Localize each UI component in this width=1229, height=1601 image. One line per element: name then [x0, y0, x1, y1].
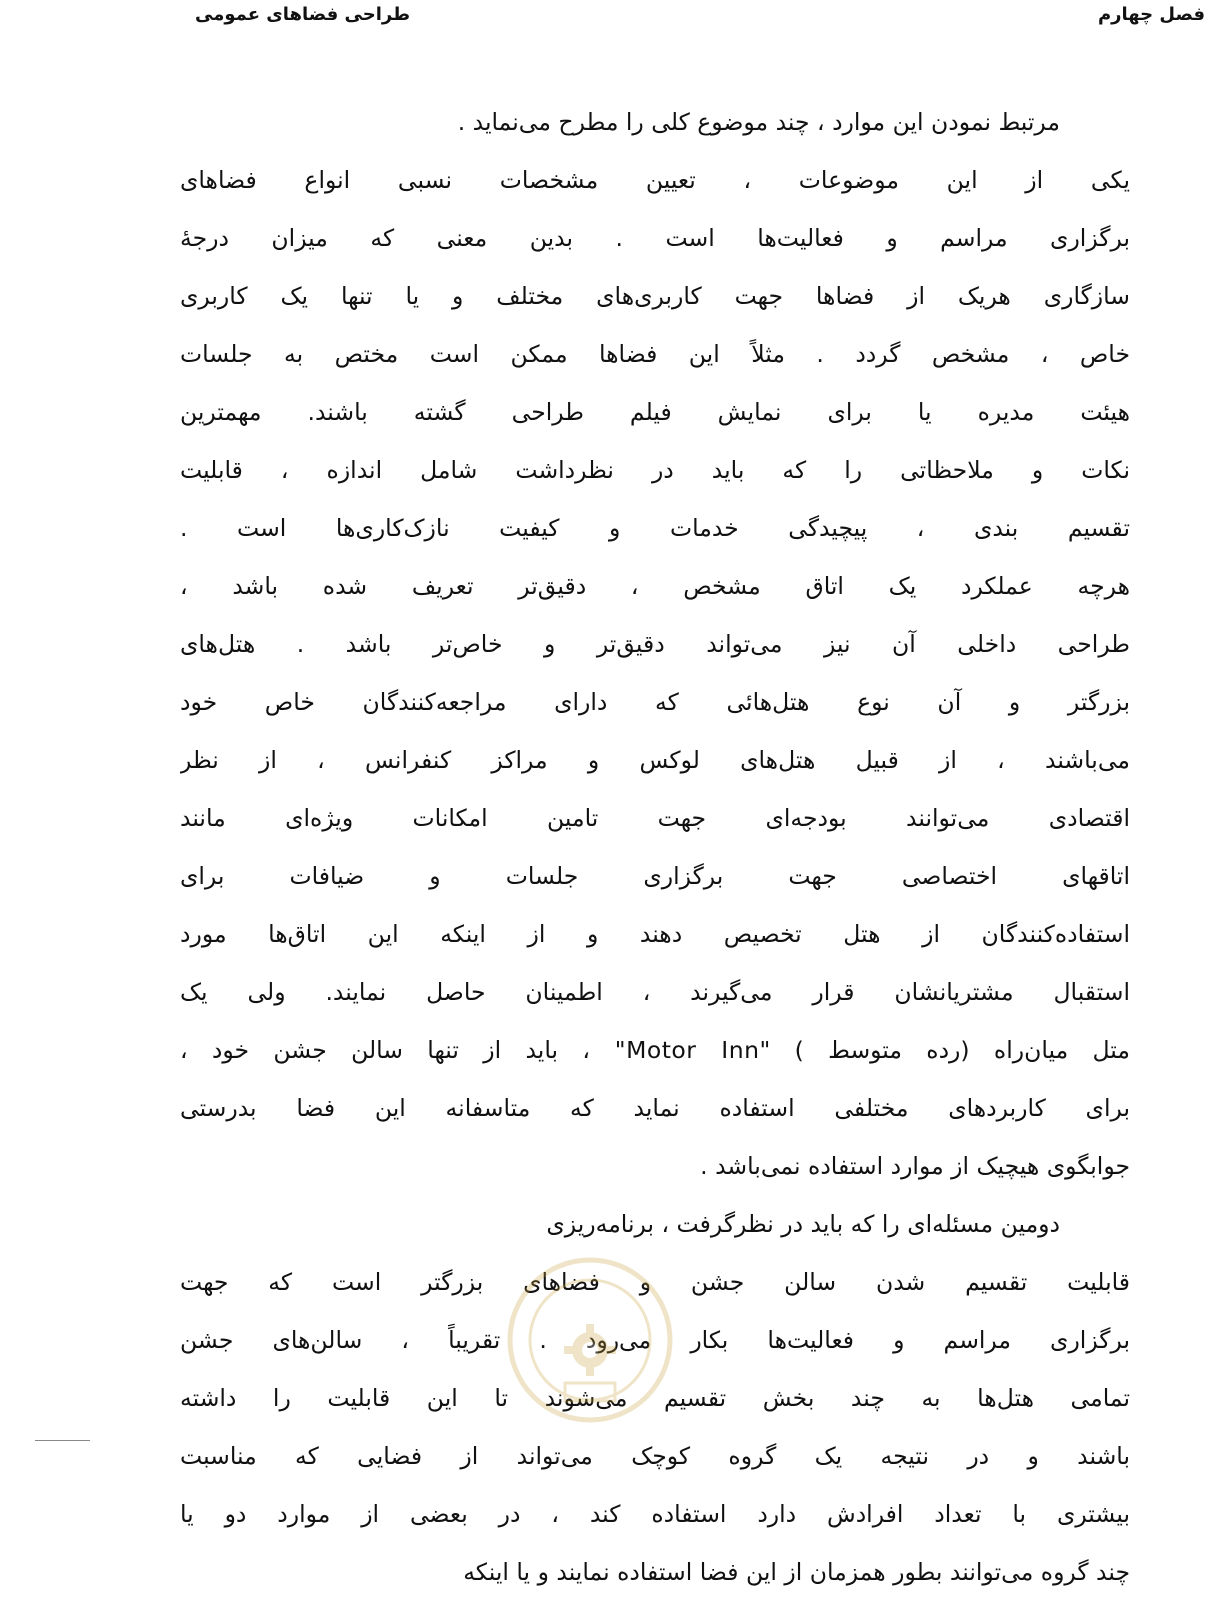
book-title-label: طراحی فضاهای عمومی: [195, 4, 411, 25]
text-line: تمامی هتل‌ها به چند بخش تقسیم می‌شوند تا این قابلیت را داشته: [180, 1384, 1130, 1412]
text-line: متل میان‌راه (رده متوسط ) "Motor Inn" ، باید از تنها سالن جشن خود ،: [180, 1036, 1130, 1064]
text-line: دومین مسئله‌ای را که باید در نظرگرفت ، برنامه‌ریزی: [546, 1210, 1060, 1238]
text-line: هرچه عملکرد یک اتاق مشخص ، دقیق‌تر تعریف شده باشد ،: [180, 572, 1130, 600]
text-line: باشند و در نتیجه یک گروه کوچک می‌تواند از فضایی که مناسبت: [180, 1442, 1130, 1470]
page-header: [0, 4, 1229, 34]
text-line: هیئت مدیره یا برای نمایش فیلم طراحی گشته باشند. مهمترین: [180, 398, 1130, 426]
text-line: استقبال مشتریانشان قرار می‌گیرند ، اطمینان حاصل نمایند. ولی یک: [180, 978, 1130, 1006]
text-line: اقتصادی می‌توانند بودجه‌ای جهت تامین امکانات ویژه‌ای مانند: [180, 804, 1130, 832]
text-line: خاص ، مشخص گردد . مثلاً این فضاها ممکن است مختص به جلسات: [180, 340, 1130, 368]
publisher-watermark-seal: [505, 1255, 675, 1425]
chapter-label: فصل چهارم: [1097, 4, 1205, 25]
text-line: چند گروه می‌توانند بطور همزمان از این فضا استفاده نمایند و یا اینکه: [463, 1558, 1130, 1586]
text-line: بزرگتر و آن نوع هتل‌هائی که دارای مراجعه‌کنندگان خاص خود: [180, 688, 1130, 716]
text-line: بیشتری با تعداد افرادش دارد استفاده کند ، در بعضی از موارد دو یا: [180, 1500, 1130, 1528]
text-line: برای کاربردهای مختلفی استفاده نماید که متاسفانه این فضا بدرستی: [180, 1094, 1130, 1122]
text-line: استفاده‌کنندگان از هتل تخصیص دهند و از اینکه این اتاق‌ها مورد: [180, 920, 1130, 948]
text-line: طراحی داخلی آن نیز می‌تواند دقیق‌تر و خاص‌تر باشد . هتل‌های: [180, 630, 1130, 658]
paragraph-1: [180, 93, 1130, 1195]
text-line: اتاقهای اختصاصی جهت برگزاری جلسات و ضیافات برای: [180, 862, 1130, 890]
text-line: یکی از این موضوعات ، تعیین مشخصات نسبی انواع فضاهای: [180, 166, 1130, 194]
text-line: سازگاری هریک از فضاها جهت کاربری‌های مختلف و یا تنها یک کاربری: [180, 282, 1130, 310]
text-line: تقسیم بندی ، پیچیدگی خدمات و کیفیت نازک‌کاری‌ها است .: [180, 514, 1130, 542]
text-line: می‌باشند ، از قبیل هتل‌های لوکس و مراکز کنفرانس ، از نظر: [180, 746, 1130, 774]
text-line: جوابگوی هیچیک از موارد استفاده نمی‌باشد .: [700, 1152, 1130, 1180]
text-line: نکات و ملاحظاتی را که باید در نظرداشت شامل اندازه ، قابلیت: [180, 456, 1130, 484]
text-line: برگزاری مراسم و فعالیت‌ها بکار می‌رود . تقریباً ، سالن‌های جشن: [180, 1326, 1130, 1354]
text-line: مرتبط نمودن این موارد ، چند موضوع کلی را مطرح می‌نماید .: [457, 108, 1060, 136]
text-line: برگزاری مراسم و فعالیت‌ها است . بدین معنی که میزان درجهٔ: [180, 224, 1130, 252]
text-line: قابلیت تقسیم شدن سالن جشن و فضاهای بزرگتر است که جهت: [180, 1268, 1130, 1296]
margin-mark: [35, 1440, 90, 1441]
